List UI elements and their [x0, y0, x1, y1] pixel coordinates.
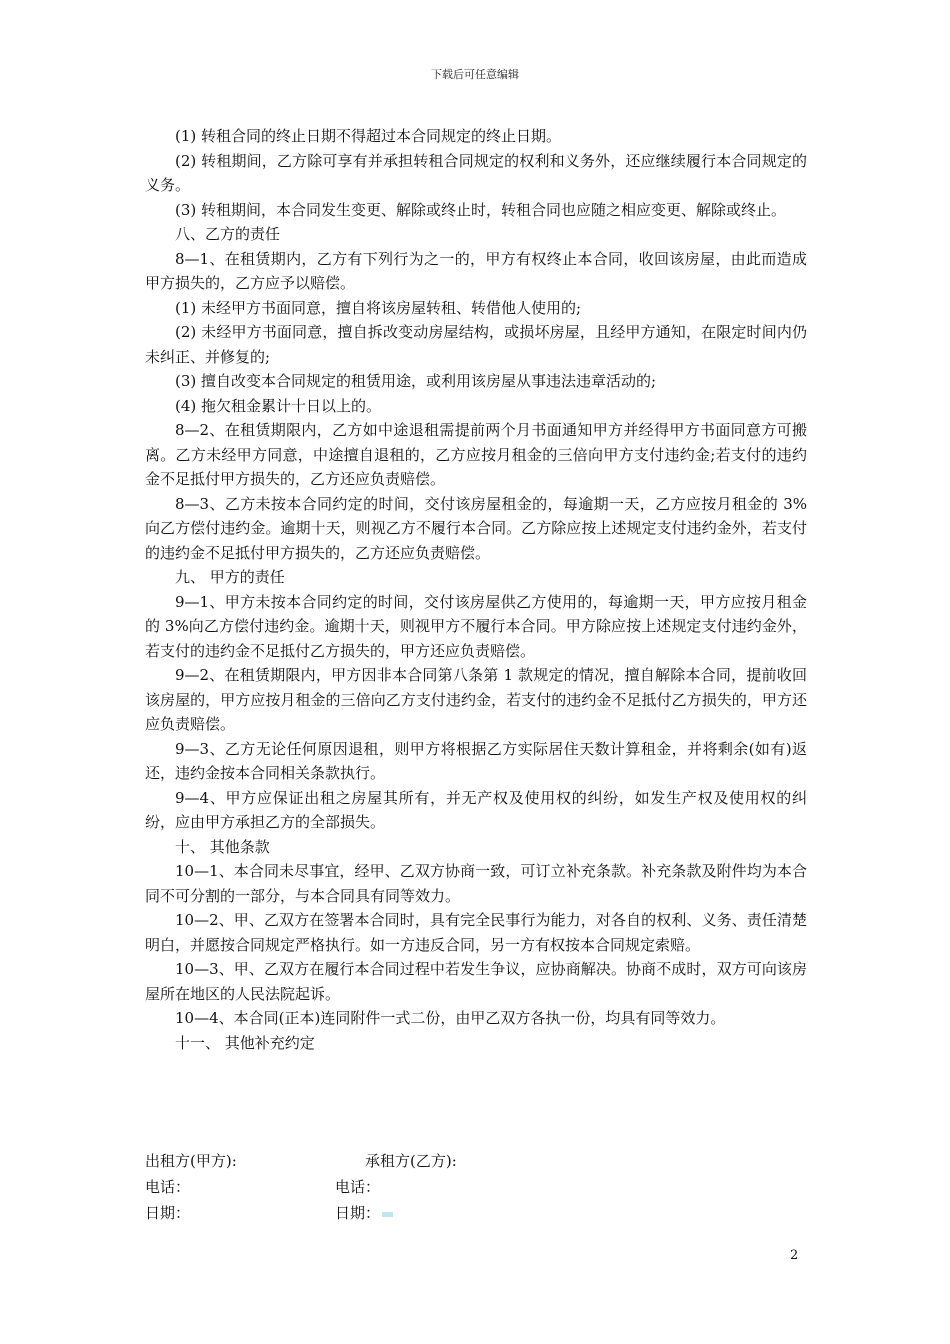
- contract-body: [145, 124, 807, 1055]
- lessee-label: 承租方(乙方):: [365, 1152, 457, 1170]
- section-heading: 九、 甲方的责任: [175, 568, 285, 586]
- clause-paragraph: (1) 转租合同的终止日期不得超过本合同规定的终止日期。: [175, 127, 562, 145]
- clause-paragraph: (3) 擅自改变本合同规定的租赁用途，或利用该房屋从事违法违章活动的;: [175, 372, 657, 390]
- signature-block: [145, 1148, 807, 1226]
- signature-date-row: [145, 1200, 807, 1226]
- section-heading: 十一、 其他补充约定: [175, 1033, 315, 1052]
- clause-paragraph: 9—4、甲方应保证出租之房屋其所有，并无产权及使用权的纠纷，如发生产权及使用权的纠纷，应由甲方承担乙方的全部损失。: [145, 788, 807, 831]
- clause-paragraph: (1) 未经甲方书面同意，擅自将该房屋转租、转借他人使用的;: [175, 298, 582, 317]
- lessor-label: 出租方(甲方):: [145, 1152, 237, 1170]
- clause-paragraph: 8—2、在租赁期限内，乙方如中途退租需提前两个月书面通知甲方并经得甲方书面同意方可搬离。乙方未经甲方同意，中途擅自退租的，乙方应按月租金的三倍向甲方支付违约金;若支付的违约金不足抵付甲方损失的，乙方还应负责赔偿。: [145, 421, 807, 488]
- section-heading: 十、 其他条款: [175, 837, 270, 856]
- clause-paragraph: 9—2、在租赁期限内，甲方因非本合同第八条第 1 款规定的情况，擅自解除本合同，提前收回该房屋的，甲方应按月租金的三倍向乙方支付违约金，若支付的违约金不足抵付乙方损失的，甲方还应负责赔偿。: [145, 666, 807, 733]
- lessor-date-label: 日期：: [145, 1204, 191, 1222]
- clause-paragraph: 9—1、甲方未按本合同约定的时间，交付该房屋供乙方使用的，每逾期一天，甲方应按月租金的 3%向乙方偿付违约金。逾期十天，则视甲方不履行本合同。甲方除应按上述规定支付违约金外，若支付的违约金不足抵付乙方损失的，甲方还应负责赔偿。: [145, 592, 807, 660]
- clause-paragraph: 8—3、乙方未按本合同约定的时间，交付该房屋租金的，每逾期一天，乙方应按月租金的 3%向乙方偿付违约金。逾期十天，则视乙方不履行本合同。乙方除应按上述规定支付违约金外，若支付的违约金不足抵付甲方损失的，乙方还应负责赔偿。: [145, 494, 807, 562]
- clause-paragraph: (4) 拖欠租金累计十日以上的。: [175, 396, 382, 415]
- clause-paragraph: (2) 未经甲方书面同意，擅自拆改变动房屋结构，或损坏房屋，且经甲方通知，在限定时间内仍未纠正、并修复的;: [145, 323, 807, 366]
- lessee-date-label: 日期：: [335, 1204, 381, 1222]
- clause-paragraph: 10—1、本合同未尽事宜，经甲、乙双方协商一致，可订立补充条款。补充条款及附件均为本合同不可分割的一部分，与本合同具有同等效力。: [145, 862, 807, 905]
- clause-paragraph: (3) 转租期间，本合同发生变更、解除或终止时，转租合同也应随之相应变更、解除或终止。: [175, 200, 787, 219]
- lessor-phone-label: 电话：: [145, 1178, 191, 1196]
- clause-paragraph: 8—1、在租赁期内，乙方有下列行为之一的，甲方有权终止本合同，收回该房屋，由此而造成甲方损失的，乙方应予以赔偿。: [145, 249, 807, 292]
- page-number: 2: [790, 1248, 799, 1263]
- clause-paragraph: 9—3、乙方无论任何原因退租，则甲方将根据乙方实际居住天数计算租金，并将剩余(如有)返还，违约金按本合同相关条款执行。: [145, 739, 807, 782]
- clause-paragraph: 10—4、本合同(正本)连同附件一式二份，由甲乙双方各执一份，均具有同等效力。: [175, 1009, 726, 1027]
- clause-paragraph: (2) 转租期间，乙方除可享有并承担转租合同规定的权利和义务外，还应继续履行本合同规定的义务。: [145, 151, 807, 194]
- clause-paragraph: 10—2、甲、乙双方在签署本合同时，具有完全民事行为能力，对各自的权利、义务、责任清楚明白，并愿按合同规定严格执行。如一方违反合同，另一方有权按本合同规定索赔。: [145, 911, 807, 954]
- lessee-phone-label: 电话：: [335, 1178, 381, 1196]
- form-field-marker: [382, 1212, 393, 1217]
- signature-phone-row: [145, 1174, 807, 1200]
- clause-paragraph: 10—3、甲、乙双方在履行本合同过程中若发生争议，应协商解决。协商不成时，双方可向该房屋所在地区的人民法院起诉。: [145, 960, 807, 1003]
- section-heading: 八、乙方的责任: [175, 225, 281, 243]
- page-header: 下载后可任意编辑: [431, 68, 519, 81]
- lessee-date-field: [335, 1200, 393, 1226]
- signature-parties-row: [145, 1148, 807, 1174]
